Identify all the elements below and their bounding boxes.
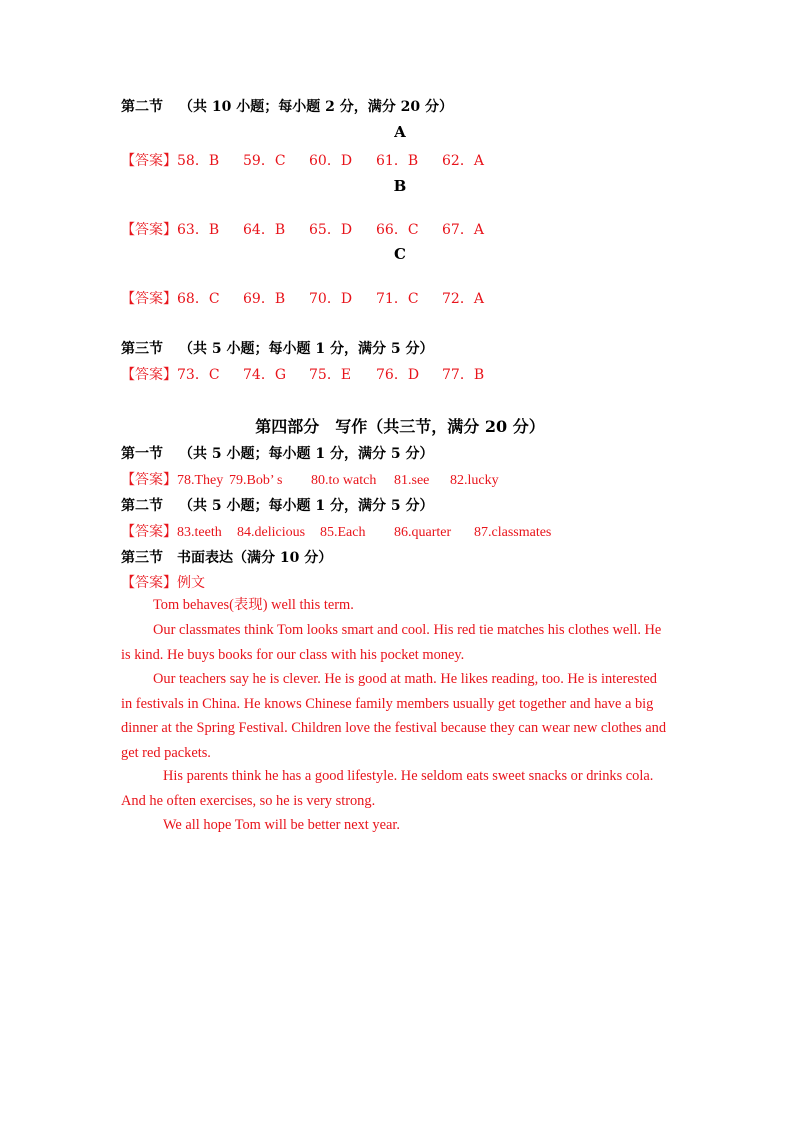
part4-s3-title: 第三节 书面表达（满分 10 分） [121, 550, 333, 566]
answer-item: 81.see [394, 473, 430, 488]
sample-essay-label: 例文 [177, 575, 205, 591]
group-b-answers [121, 219, 484, 239]
answer-item: 58．B [177, 153, 220, 169]
answer-item: 79.Bob’ s [229, 473, 283, 488]
group-a-answers [121, 150, 484, 170]
part4-s2-header [121, 495, 433, 515]
answer-item: 61．B [376, 153, 419, 169]
essay-paragraph: Our classmates think Tom looks smart and cool. His red tie matches his clothes well. He is kind. He buys books for our class with his pocket money. [121, 622, 662, 663]
answer-tag: 【答案】 [121, 525, 177, 540]
answer-tag: 【答案】 [121, 153, 177, 169]
group-a-label: A [394, 123, 406, 141]
section2-note: （共 10 小题；每小题 2 分，满分 20 分） [179, 99, 453, 115]
answer-item: 73．C [177, 367, 220, 383]
answer-item: 84.delicious [237, 525, 306, 540]
answer-tag: 【答案】 [121, 222, 177, 238]
part4-s1-note: （共 5 小题；每小题 1 分，满分 5 分） [179, 446, 434, 462]
group-c-label: C [394, 245, 406, 263]
answer-item: 76．D [376, 367, 420, 383]
answer-tag: 【答案】 [121, 575, 177, 591]
group-b-label: B [393, 177, 407, 195]
essay-paragraph: Our teachers say he is clever. He is good at math. He likes reading, too. He is interested in festivals in China. He knows Chinese family members usually get together and have a big dinner at the Spring Festival. Children love the festival because they can wear new clothes and get red packets. [121, 671, 667, 761]
answer-item: 86.quarter [394, 525, 452, 540]
essay-paragraph: Tom behaves(表现) well this term. [153, 597, 354, 613]
part4-s2-title: 第二节 [121, 498, 163, 514]
essay-paragraph: We all hope Tom will be better next year. [163, 817, 400, 833]
answer-item: 71．C [376, 291, 419, 307]
part4-title: 第四部分 写作（共三节，满分 20 分） [255, 417, 545, 436]
section2-header [121, 96, 453, 116]
answer-tag: 【答案】 [121, 291, 177, 307]
part4-s2-note: （共 5 小题；每小题 1 分，满分 5 分） [179, 498, 434, 514]
answer-tag: 【答案】 [121, 473, 177, 488]
answer-item: 72．A [442, 291, 484, 307]
answer-item: 78.They [177, 473, 224, 488]
answer-item: 70．D [309, 291, 353, 307]
section3-note: （共 5 小题；每小题 1 分，满分 5 分） [179, 341, 434, 357]
essay-paragraph: His parents think he has a good lifestyle. He seldom eats sweet snacks or drinks cola. And he often exercises, so he is very strong. [121, 768, 654, 809]
section3-header [121, 338, 433, 358]
answer-item: 62．A [442, 153, 484, 169]
part4-s3-answer-line [121, 572, 205, 592]
group-c-answers [121, 288, 484, 308]
answer-item: 87.classmates [474, 525, 552, 540]
answer-item: 68．C [177, 291, 220, 307]
answer-item: 65．D [309, 222, 353, 238]
section2-title: 第二节 [121, 99, 163, 115]
section3-title: 第三节 [121, 341, 163, 357]
answer-tag: 【答案】 [121, 367, 177, 383]
answer-item: 66．C [376, 222, 419, 238]
answer-item: 82.lucky [450, 473, 499, 488]
answer-item: 67．A [442, 222, 484, 238]
answer-item: 77．B [442, 367, 485, 383]
answer-item: 64．B [243, 222, 286, 238]
section3-answers [121, 364, 484, 384]
answer-item: 69．B [243, 291, 286, 307]
part4-s1-title: 第一节 [121, 446, 163, 462]
answer-item: 59．C [243, 153, 286, 169]
answer-item: 75．E [309, 367, 352, 383]
answer-item: 60．D [309, 153, 353, 169]
part4-s1-header [121, 443, 433, 463]
part4-s2-answers [121, 521, 551, 541]
answer-item: 85.Each [320, 525, 366, 540]
answer-item: 80.to watch [311, 473, 377, 488]
answer-item: 74．G [243, 367, 286, 383]
part4-s1-answers [121, 469, 499, 489]
answer-item: 83.teeth [177, 525, 222, 540]
answer-item: 63．B [177, 222, 220, 238]
